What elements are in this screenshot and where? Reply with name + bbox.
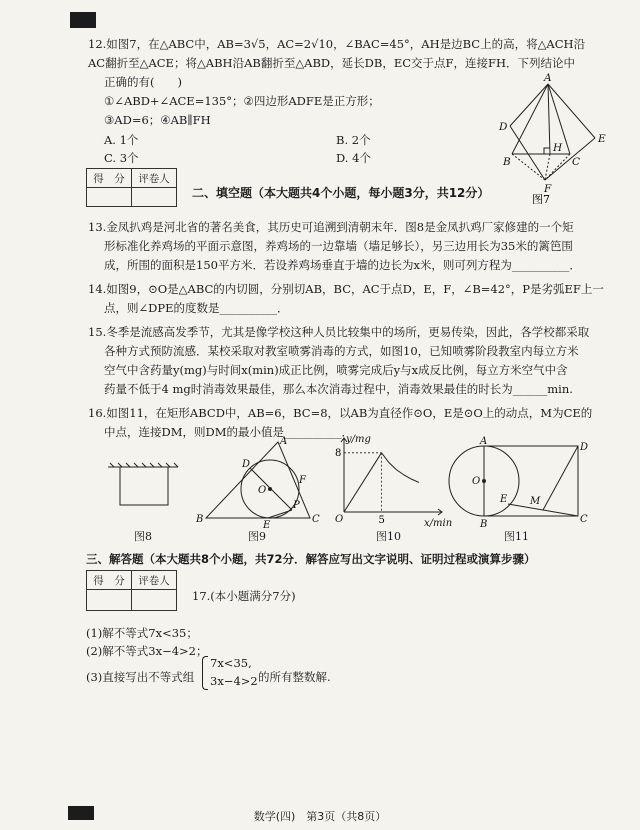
fig10-y-axis-label: y/mg <box>346 434 371 445</box>
fig11-label-o: O <box>472 476 481 487</box>
score-box-2-grader-cell[interactable] <box>132 590 177 611</box>
score-box-2-label-score: 得 分 <box>87 571 132 590</box>
figure-7 <box>474 72 614 204</box>
q12-line-4: ①∠ABD+∠ACE=135°；②四边形ADFE是正方形； <box>104 94 380 108</box>
fig11-label-a: A <box>480 436 488 447</box>
q13-line-2: 形标准化养鸡场的平面示意图，养鸡场的一边靠墙（墙足够长），另三边用长为35米的篱笆围 <box>104 239 573 253</box>
q16-line-2: 中点，连接DM，则DM的最小值是__________． <box>104 425 353 439</box>
q15-line-4: 药量不低于4 mg时消毒效果最佳，那么本次消毒过程中，消毒效果最佳的时长为______min. <box>104 382 573 396</box>
fig9-label-d: D <box>242 459 251 470</box>
fig10-origin-label: O <box>335 514 344 525</box>
fig11-label-c: C <box>580 514 588 525</box>
q12-option-d: D. 4个 <box>336 151 371 165</box>
fig11-label-e: E <box>500 494 508 505</box>
fig10-x-axis-label: x/min <box>424 518 453 528</box>
q12-line-5: ③AD=6；④AB∥FH <box>104 113 211 127</box>
q17-system-brace <box>202 656 208 690</box>
fig9-label-a: A <box>280 436 288 447</box>
fig10-caption: 图10 <box>376 530 401 543</box>
q17-part-3-suffix: 的所有整数解. <box>258 670 331 684</box>
q12-line-3: 正确的有( ) <box>104 75 182 89</box>
fig10-series-line-2 <box>382 453 420 483</box>
fig7-label-b: B <box>503 156 511 168</box>
q12-option-c: C. 3个 <box>104 151 139 165</box>
score-box-1-grader-cell[interactable] <box>132 188 177 207</box>
fig9-label-b: B <box>196 514 204 525</box>
corner-mark-top <box>70 12 96 28</box>
section-2-heading: 二、填空题（本大题共4个小题，每小题3分，共12分） <box>192 186 490 200</box>
page-footer: 数学(四) 第3页（共8页） <box>253 810 387 823</box>
fig7-label-a: A <box>544 72 552 84</box>
fig9-label-o: O <box>258 485 267 496</box>
fig10-series-line-1 <box>344 453 382 512</box>
q17-part-2: (2)解不等式3x−4>2； <box>86 644 208 658</box>
q12-line-1: 12.如图7，在△ABC中，AB=3√5，AC=2√10，∠BAC=45°，AH是边BC上的高，将△ACH沿 <box>88 37 586 51</box>
fig7-label-h: H <box>553 142 563 154</box>
fig9-caption: 图9 <box>248 530 266 543</box>
fig9-label-f: F <box>299 475 306 486</box>
fig10-y-tick-label: 8 <box>335 447 342 459</box>
fig7-label-d: D <box>499 121 508 133</box>
fig11-caption: 图11 <box>504 530 529 543</box>
q17-part-1: (1)解不等式7x<35； <box>86 626 198 640</box>
q17-system-line-2: 3x−4>2 <box>210 674 258 688</box>
q15-line-3: 空气中含药量y(mg)与时间x(min)成正比例，喷雾完成后y与x成反比例，每立方米空气中含 <box>104 363 568 377</box>
q15-line-2: 各种方式预防流感．某校采取对教室喷雾消毒的方式，如图10，已知喷雾阶段教室内每立方米 <box>104 344 579 358</box>
fig7-label-e: E <box>598 133 606 145</box>
q17-title: 17.(本小题满分7分) <box>192 589 296 603</box>
q17-part-3-prefix: (3)直接写出不等式组 <box>86 670 195 684</box>
q16-line-1: 16.如图11，在矩形ABCD中，AB=6，BC=8，以AB为直径作⊙O，E是⊙O上的动点，M为CE的 <box>88 406 593 420</box>
q13-line-3: 成，所围的面积是150平方米．若设养鸡场垂直于墙的边长为x米，则可列方程为__________． <box>104 258 581 272</box>
q17-system-line-1: 7x<35, <box>210 656 252 670</box>
section-3-heading: 三、解答题（本大题共8个小题，共72分．解答应写出文字说明、证明过程或演算步骤） <box>86 552 536 566</box>
fig11-label-d: D <box>580 442 589 453</box>
fig9-label-e: E <box>263 520 271 528</box>
fig9-label-p: P <box>293 500 300 511</box>
score-box-1 <box>86 168 177 207</box>
score-box-1-label-grader: 评卷人 <box>132 169 177 188</box>
q12-option-b: B. 2个 <box>336 133 371 147</box>
q15-line-1: 15.冬季是流感高发季节，尤其是像学校这种人员比较集中的场所，更易传染，因此，各学校都采取 <box>88 325 590 339</box>
fig10-x-tick-label: 5 <box>378 515 385 526</box>
figure-11 <box>448 436 590 528</box>
figure-10 <box>330 432 456 528</box>
fig8-caption: 图8 <box>134 530 152 543</box>
score-box-2-score-cell[interactable] <box>87 590 132 611</box>
fig7-label-f: F <box>544 183 552 195</box>
figure-9 <box>196 436 328 528</box>
score-box-1-label-score: 得 分 <box>87 169 132 188</box>
figure-8 <box>104 455 184 535</box>
q12-option-a: A. 1个 <box>104 133 139 147</box>
score-box-1-score-cell[interactable] <box>87 188 132 207</box>
fig9-label-c: C <box>312 514 320 525</box>
score-box-2-label-grader: 评卷人 <box>132 571 177 590</box>
q12-line-2: AC翻折至△ACE；将△ABH沿AB翻折至△ABD，延长DB，EC交于点F，连接FH．下列结论中 <box>88 56 576 70</box>
score-box-2 <box>86 570 177 611</box>
fig11-label-m: M <box>530 496 541 507</box>
fig7-label-c: C <box>572 156 581 168</box>
fig11-label-b: B <box>480 519 488 528</box>
fig7-caption: 图7 <box>532 193 550 204</box>
q14-line-1: 14.如图9，⊙O是△ABC的内切圆，分别切AB，BC，AC于点D，E，F，∠B=42°，P是劣弧EF上一 <box>88 282 604 296</box>
q13-line-1: 13.金凤扒鸡是河北省的著名美食，其历史可追溯到清朝末年．图8是金凤扒鸡厂家修建的一个矩 <box>88 220 574 234</box>
q14-line-2: 点，则∠DPE的度数是__________． <box>104 301 289 315</box>
